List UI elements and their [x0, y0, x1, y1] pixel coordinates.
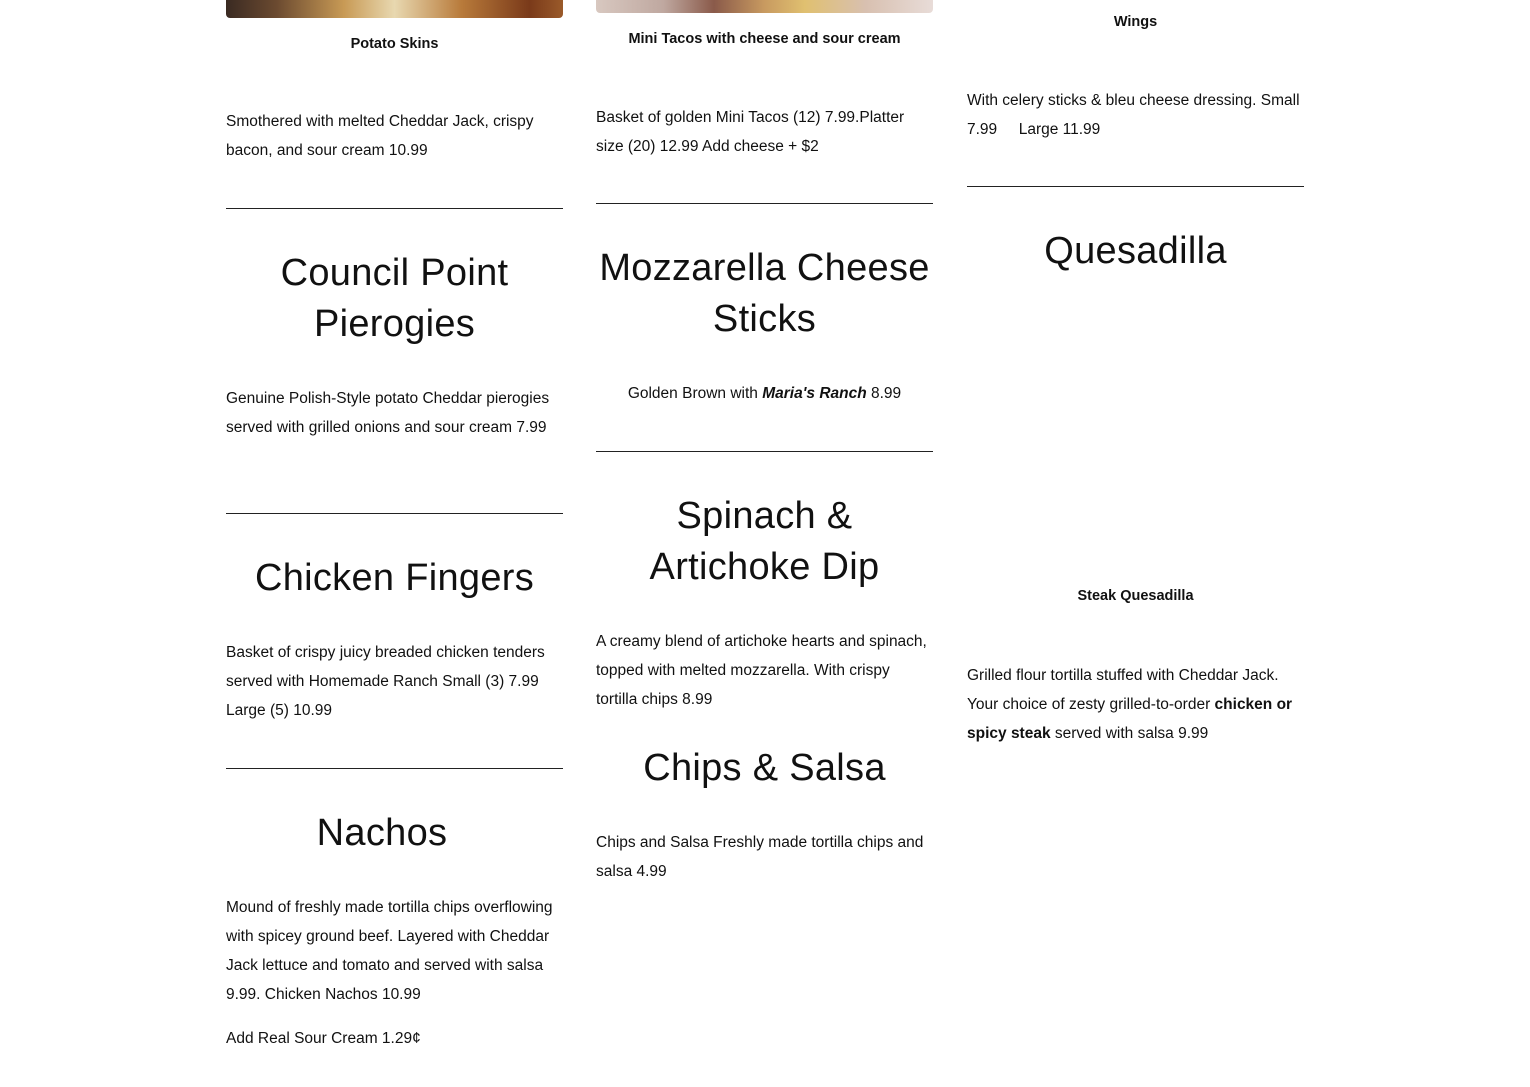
- quesadilla-title: Quesadilla: [1044, 230, 1227, 272]
- pierogies-title: Council Point Pierogies: [280, 252, 509, 345]
- marias-ranch-text: Maria's Ranch: [762, 385, 867, 402]
- spinach-dip-title: Spinach & Artichoke Dip: [649, 495, 880, 588]
- chicken-fingers-title: Chicken Fingers: [254, 557, 535, 599]
- divider: [226, 208, 563, 209]
- quesadilla-description: [967, 661, 1304, 748]
- potato-skins-photo: [226, 0, 563, 18]
- quesadilla-desc-prefix: Grilled flour tortilla stuffed with Cheddar Jack. Your choice of zesty grilled-to-order: [967, 667, 1279, 713]
- nachos-title: Nachos: [316, 812, 448, 854]
- mini-tacos-photo: [596, 0, 933, 13]
- quesadilla-photo-placeholder: [967, 300, 1304, 570]
- chips-salsa-title: Chips & Salsa: [643, 747, 886, 789]
- quesadilla-desc-price: served with salsa 9.99: [1050, 725, 1209, 742]
- divider: [596, 203, 933, 204]
- chicken-fingers-description: Basket of crispy juicy breaded chicken tenders served with Homemade Ranch Small (3) 7.99 Large (5) 10.99: [226, 644, 561, 719]
- potato-skins-caption: Potato Skins: [350, 36, 439, 52]
- divider: [226, 768, 563, 769]
- mozzarella-desc-price: 8.99: [866, 385, 902, 402]
- nachos-description: Mound of freshly made tortilla chips overflowing with spicey ground beef. Layered with Cheddar Jack lettuce and tomato and served with salsa 9.99. Chicken Nachos 10.99: [226, 899, 553, 1003]
- mozzarella-desc-prefix: Golden Brown with: [627, 385, 763, 402]
- wings-description: With celery sticks & bleu cheese dressing. Small 7.99 Large 11.99: [967, 92, 1304, 138]
- mozzarella-sticks-title: Mozzarella Cheese Sticks: [599, 247, 930, 340]
- mozzarella-sticks-description: [596, 379, 933, 408]
- chips-salsa-description: Chips and Salsa Freshly made tortilla chips and salsa 4.99: [596, 834, 924, 880]
- divider: [967, 186, 1304, 187]
- pierogies-description: Genuine Polish-Style potato Cheddar pierogies served with grilled onions and sour cream 7.99: [226, 390, 550, 436]
- steak-quesadilla-caption: Steak Quesadilla: [1077, 588, 1194, 604]
- wings-caption: Wings: [1113, 14, 1158, 30]
- mini-tacos-caption: Mini Tacos with cheese and sour cream: [628, 31, 901, 47]
- nachos-addon: Add Real Sour Cream 1.29¢: [226, 1030, 421, 1047]
- spinach-dip-description: A creamy blend of artichoke hearts and spinach, topped with melted mozzarella. With crispy tortilla chips 8.99: [596, 633, 927, 708]
- divider: [226, 513, 563, 514]
- divider: [596, 451, 933, 452]
- potato-skins-description: Smothered with melted Cheddar Jack, crispy bacon, and sour cream 10.99: [226, 113, 534, 159]
- quesadilla-protein-choice: chicken or spicy steak: [967, 696, 1293, 742]
- mini-tacos-description: Basket of golden Mini Tacos (12) 7.99.Platter size (20) 12.99 Add cheese + $2: [596, 109, 905, 155]
